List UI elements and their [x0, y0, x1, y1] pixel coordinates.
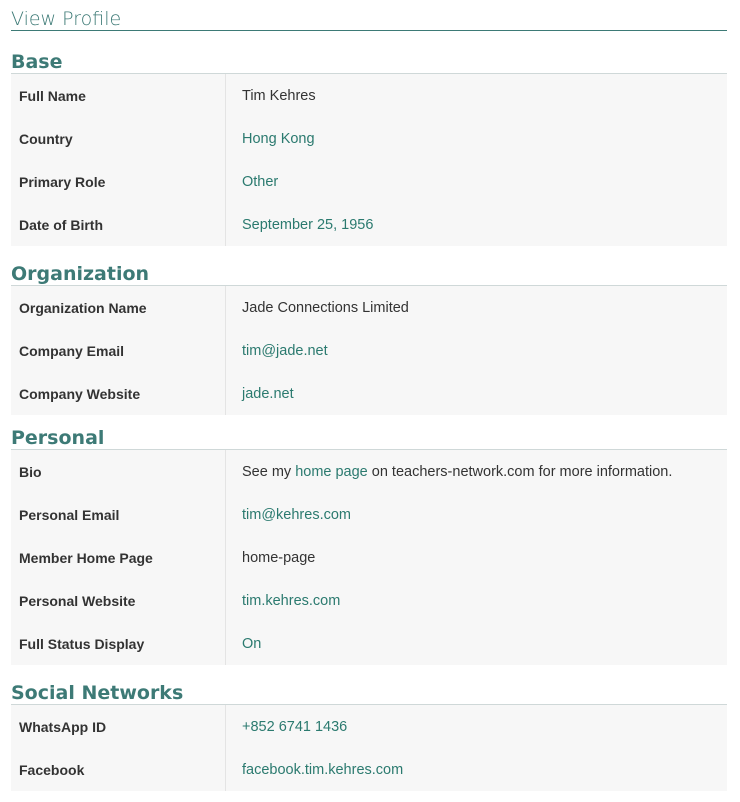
field-label: Bio	[11, 450, 226, 493]
field-row-country	[11, 117, 727, 160]
field-row-full-name	[11, 74, 727, 117]
field-label: Facebook	[11, 748, 226, 791]
field-row-primary-role	[11, 160, 727, 203]
section-organization	[11, 286, 727, 415]
section-title-base: Base	[11, 51, 727, 74]
bio-home-page-link[interactable]: home page	[295, 463, 368, 480]
field-value-bio	[226, 464, 727, 480]
field-value-member-home-page: home-page	[242, 549, 316, 566]
field-label: Primary Role	[11, 160, 226, 203]
field-row-company-website	[11, 372, 727, 415]
company-email-link[interactable]: tim@jade.net	[242, 342, 328, 359]
company-website-link[interactable]: jade.net	[242, 385, 294, 402]
section-base	[11, 74, 727, 246]
field-row-full-status-display	[11, 622, 727, 665]
primary-role-link[interactable]: Other	[242, 173, 279, 190]
full-status-display-link[interactable]: On	[242, 635, 262, 652]
field-label: Date of Birth	[11, 203, 226, 246]
personal-website-link[interactable]: tim.kehres.com	[242, 592, 341, 609]
date-of-birth-link[interactable]: September 25, 1956	[242, 216, 374, 233]
field-value-full-name: Tim Kehres	[242, 87, 316, 104]
field-label: Personal Website	[11, 579, 226, 622]
country-link[interactable]: Hong Kong	[242, 130, 315, 147]
personal-email-link[interactable]: tim@kehres.com	[242, 506, 351, 523]
field-row-member-home-page	[11, 536, 727, 579]
field-label: Personal Email	[11, 493, 226, 536]
bio-text-suffix: on teachers-network.com for more information.	[367, 463, 673, 480]
field-value-organization-name: Jade Connections Limited	[242, 299, 409, 316]
field-label: Full Name	[11, 74, 226, 117]
bio-text-prefix: See my	[242, 463, 296, 480]
field-row-organization-name	[11, 286, 727, 329]
section-title-social-networks: Social Networks	[11, 682, 727, 705]
page-title: View Profile	[11, 0, 727, 31]
section-title-personal: Personal	[11, 427, 727, 450]
whatsapp-id-link[interactable]: +852 6741 1436	[242, 718, 348, 735]
field-row-date-of-birth	[11, 203, 727, 246]
field-label: Organization Name	[11, 286, 226, 329]
field-label: Country	[11, 117, 226, 160]
field-row-personal-email	[11, 493, 727, 536]
field-label: Company Website	[11, 372, 226, 415]
field-label: Full Status Display	[11, 622, 226, 665]
field-row-bio	[11, 450, 727, 493]
section-personal	[11, 450, 727, 665]
facebook-link[interactable]: facebook.tim.kehres.com	[242, 761, 404, 778]
field-label: Company Email	[11, 329, 226, 372]
section-social-networks	[11, 705, 727, 791]
field-row-company-email	[11, 329, 727, 372]
field-row-personal-website	[11, 579, 727, 622]
field-row-whatsapp-id	[11, 705, 727, 748]
field-label: Member Home Page	[11, 536, 226, 579]
section-title-organization: Organization	[11, 263, 727, 286]
field-row-facebook	[11, 748, 727, 791]
field-label: WhatsApp ID	[11, 705, 226, 748]
